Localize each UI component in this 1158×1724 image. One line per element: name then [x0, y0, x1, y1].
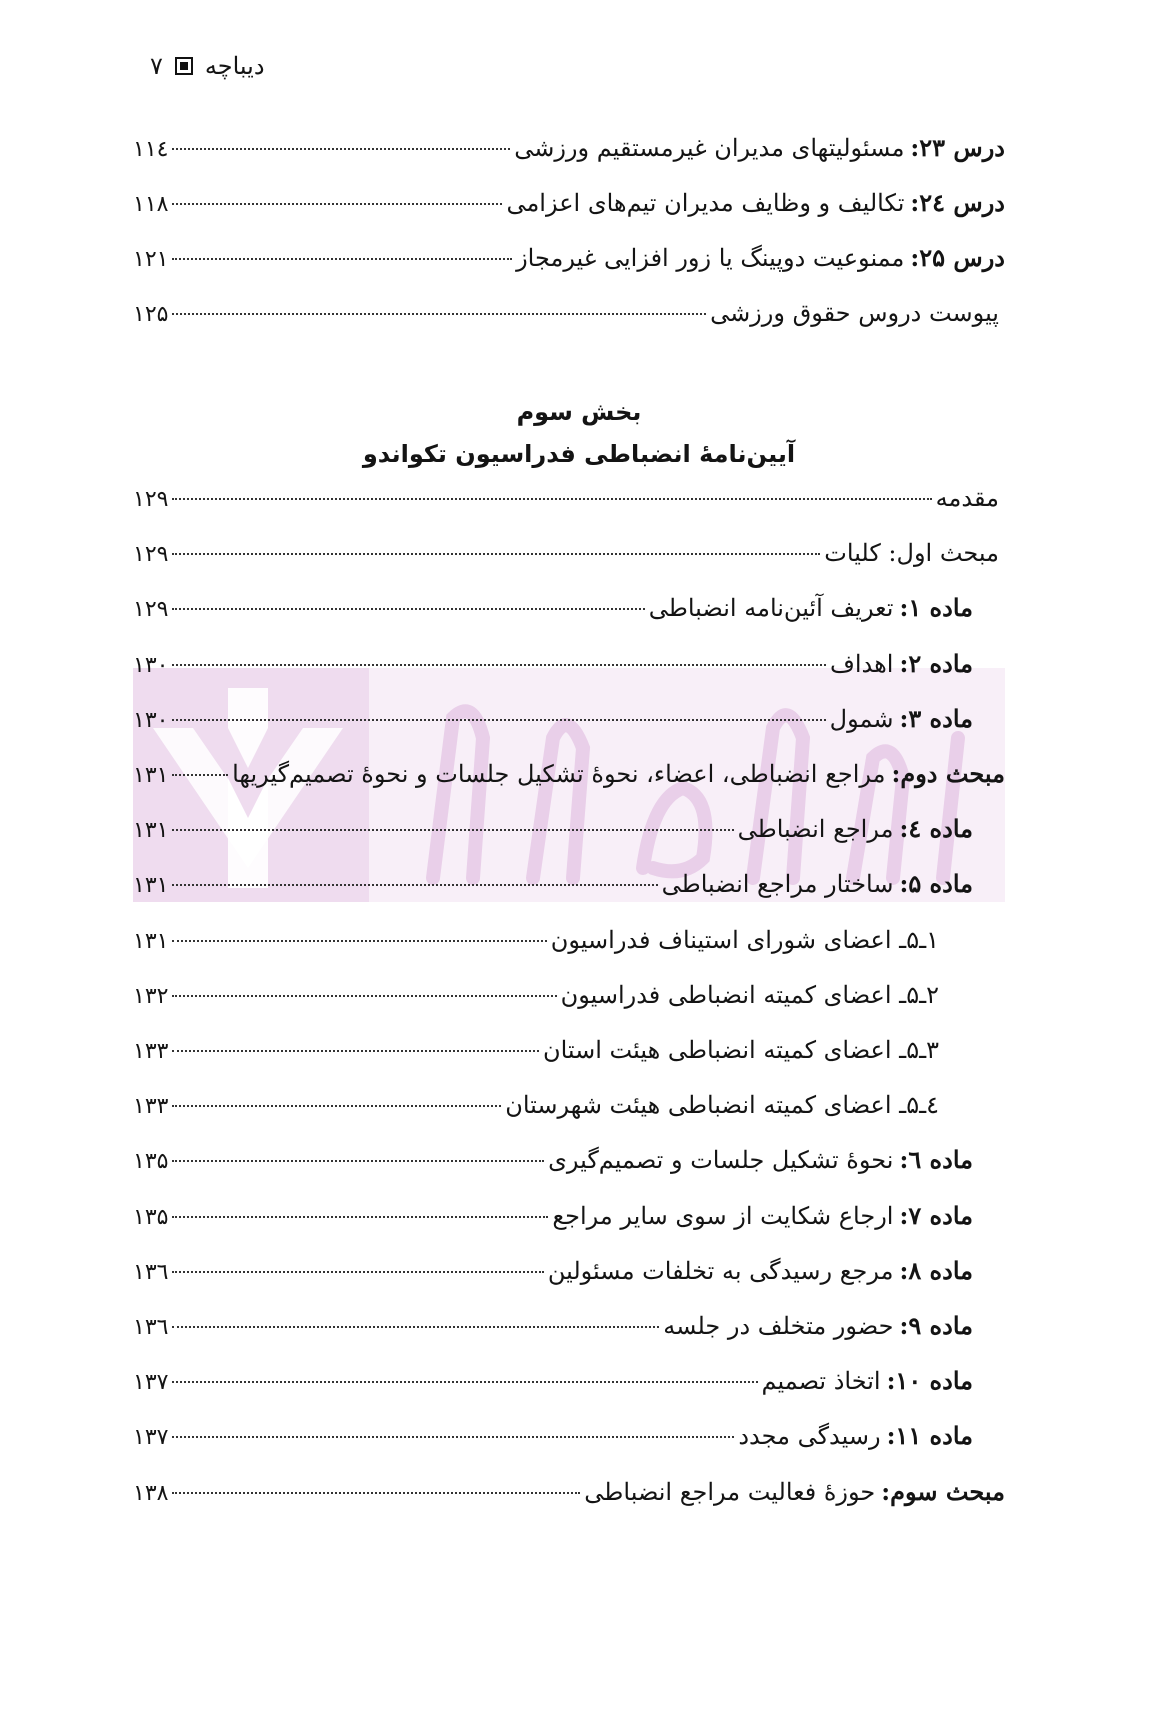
toc-entry[interactable]: [133, 533, 1005, 573]
toc-entry-title: حضور متخلف در جلسه: [663, 1312, 894, 1340]
toc-entry-page: ۱۲۹: [133, 597, 169, 623]
toc-entry-page: ۱۲۵: [133, 302, 169, 327]
toc-entry-label: درس ۲۳:: [910, 133, 1005, 162]
toc-entry[interactable]: [133, 183, 1005, 223]
toc-entry-page: ۱۳۱: [133, 928, 169, 954]
toc-entry-page: ۱۳۷: [133, 1425, 169, 1451]
toc-entry[interactable]: [133, 1196, 973, 1236]
toc-entry-title: مراجع انضباطی، اعضاء، نحوهٔ تشکیل جلسات و نحوهٔ تصمیم‌گیریها: [232, 760, 886, 788]
toc-entry-title: شمول: [829, 704, 894, 733]
dot-leader: [172, 313, 706, 315]
toc-entry[interactable]: [133, 975, 945, 1015]
toc-entry-label: مبحث دوم:: [891, 759, 1005, 788]
dot-leader: [172, 1381, 757, 1383]
toc-entry-page: ۱۲۹: [133, 487, 169, 512]
toc-entry-label: ماده ۳:: [899, 703, 973, 733]
toc-entry[interactable]: [133, 644, 973, 684]
toc-entry-page: ۱۳۰: [133, 707, 169, 733]
dot-leader: [172, 1326, 659, 1328]
toc-entry-title: اتخاذ تصمیم: [761, 1367, 881, 1396]
toc-entry[interactable]: [133, 1416, 973, 1456]
toc-entry-page: ۱۳۱: [133, 873, 169, 899]
dot-leader: [172, 829, 733, 831]
dot-leader: [172, 664, 826, 666]
toc-entry-page: ۱۲۹: [133, 542, 169, 568]
toc-entry[interactable]: [133, 809, 973, 849]
toc-entry-page: ۱۳٦: [133, 1315, 169, 1340]
toc-entry-label: مبحث سوم:: [881, 1476, 1005, 1506]
toc-entry-title: مبحث اول: کلیات: [824, 539, 999, 568]
dot-leader: [172, 608, 644, 610]
dot-leader: [172, 1105, 501, 1107]
toc-entry[interactable]: [133, 699, 973, 739]
toc-entry-title: مسئولیتهای مدیران غیرمستقیم ورزشی: [514, 134, 905, 162]
toc-entry-title: اهداف: [829, 649, 894, 678]
toc-entry-page: ۱۱٤: [133, 137, 169, 162]
toc-entry-title: ارجاع شکایت از سوی سایر مراجع: [552, 1201, 894, 1230]
toc-entry-title: تکالیف و وظایف مدیران تیم‌های اعزامی: [506, 189, 905, 217]
toc-entry-page: ۱۳۱: [133, 818, 169, 844]
section-title-heading: آیین‌نامهٔ انضباطی فدراسیون تکواندو: [362, 440, 796, 468]
toc-entry-label: درس ۲۵:: [910, 243, 1005, 272]
running-title: دیباچه: [204, 52, 265, 80]
toc-entry-label: ماده ٤:: [899, 814, 973, 844]
dot-leader: [172, 940, 546, 942]
toc-entry-label: درس ۲٤:: [910, 188, 1005, 217]
toc-entry-page: ۱۳۳: [133, 1039, 169, 1064]
toc-entry-label: ماده ۸:: [899, 1255, 973, 1285]
toc-entry[interactable]: [133, 920, 945, 960]
toc-entry-page: ۱۳۳: [133, 1094, 169, 1120]
toc-entry-title: ساختار مراجع انضباطی: [661, 870, 894, 899]
toc-entry-title: تعریف آئین‌نامه انضباطی: [648, 594, 894, 623]
toc-entry[interactable]: [133, 1140, 973, 1180]
toc-entry-page: ۱۳۲: [133, 983, 169, 1009]
toc-entry[interactable]: [133, 588, 973, 628]
dot-leader: [172, 1436, 734, 1438]
toc-entry-title: ۲ـ۵ـ اعضای کمیته انضباطی فدراسیون: [560, 980, 939, 1009]
toc-entry-label: ماده ۹:: [899, 1311, 973, 1340]
dot-leader: [172, 1050, 539, 1052]
toc-entry-page: ۱۳۷: [133, 1370, 169, 1396]
toc-entry-title: نحوهٔ تشکیل جلسات و تصمیم‌گیری: [548, 1146, 894, 1175]
toc-entry[interactable]: [133, 754, 1005, 794]
toc-entry-page: ۱۳٦: [133, 1259, 169, 1285]
toc-entry-title: ممنوعیت دوپینگ یا زور افزایی غیرمجاز: [516, 244, 905, 272]
dot-leader: [172, 148, 510, 150]
toc-entry[interactable]: [133, 1306, 973, 1346]
toc-entry-title: ۳ـ۵ـ اعضای کمیته انضباطی هیئت استان: [542, 1036, 939, 1064]
toc-entry-title: مقدمه: [935, 484, 999, 512]
dot-leader: [172, 203, 502, 205]
toc-entry-title: مراجع انضباطی: [737, 815, 894, 844]
toc-entry-title: مرجع رسیدگی به تخلفات مسئولین: [547, 1256, 894, 1285]
toc-entry-page: ۱۱۸: [133, 192, 169, 217]
toc-entry[interactable]: [133, 1472, 1005, 1512]
toc-entry-title: ۱ـ۵ـ اعضای شورای استیناف فدراسیون: [550, 925, 939, 954]
toc-entry-page: ۱۳۵: [133, 1149, 169, 1175]
toc-entry[interactable]: [133, 1361, 973, 1401]
toc-entry-label: ماده ۱۱:: [886, 1421, 973, 1451]
page-number: ۷: [150, 52, 163, 80]
toc-entry[interactable]: [133, 1030, 945, 1070]
dot-leader: [172, 1160, 544, 1162]
toc-entry-label: ماده ۱:: [899, 593, 973, 623]
dot-leader: [172, 553, 820, 555]
toc-entry-page: ۱۳۵: [133, 1204, 169, 1230]
toc-entry-label: ماده ٦:: [899, 1145, 973, 1175]
toc-entry-page: ۱۳۸: [133, 1480, 169, 1506]
toc-entry[interactable]: [133, 864, 973, 904]
toc-entry-label: ماده ۷:: [899, 1200, 973, 1230]
toc-entry-label: ماده ۵:: [899, 869, 973, 899]
toc-entry-title: رسیدگی مجدد: [738, 1422, 881, 1451]
dot-leader: [172, 995, 556, 997]
toc-entry[interactable]: [133, 1251, 973, 1291]
dot-leader: [172, 774, 228, 776]
dot-leader: [172, 1492, 580, 1494]
dot-leader: [172, 498, 931, 500]
toc-entry[interactable]: [133, 238, 1005, 278]
dot-leader: [172, 1216, 548, 1218]
toc-entry[interactable]: [133, 1085, 945, 1125]
toc-entry-label: ماده ۲:: [899, 648, 973, 678]
toc-entry[interactable]: [133, 128, 1005, 168]
toc-entry[interactable]: [133, 293, 1005, 333]
toc-entry[interactable]: [133, 478, 1005, 518]
toc-entry-title: حوزهٔ فعالیت مراجع انضباطی: [584, 1477, 876, 1506]
toc-entry-label: ماده ۱۰:: [886, 1366, 973, 1396]
toc-entry-page: ۱۳۱: [133, 763, 169, 788]
toc-entry-page: ۱۲۱: [133, 247, 169, 272]
toc-entry-title: پیوست دروس حقوق ورزشی: [710, 299, 999, 327]
dot-leader: [172, 1271, 543, 1273]
dot-leader: [172, 884, 657, 886]
toc-entry-title: ٤ـ۵ـ اعضای کمیته انضباطی هیئت شهرستان: [505, 1091, 939, 1120]
dot-leader: [172, 719, 825, 721]
dot-leader: [172, 258, 512, 260]
toc-entry-page: ۱۳۰: [133, 652, 169, 678]
section-part-heading: بخش سوم: [516, 398, 642, 426]
filled-square-icon: [175, 57, 193, 75]
running-header: [150, 52, 265, 80]
